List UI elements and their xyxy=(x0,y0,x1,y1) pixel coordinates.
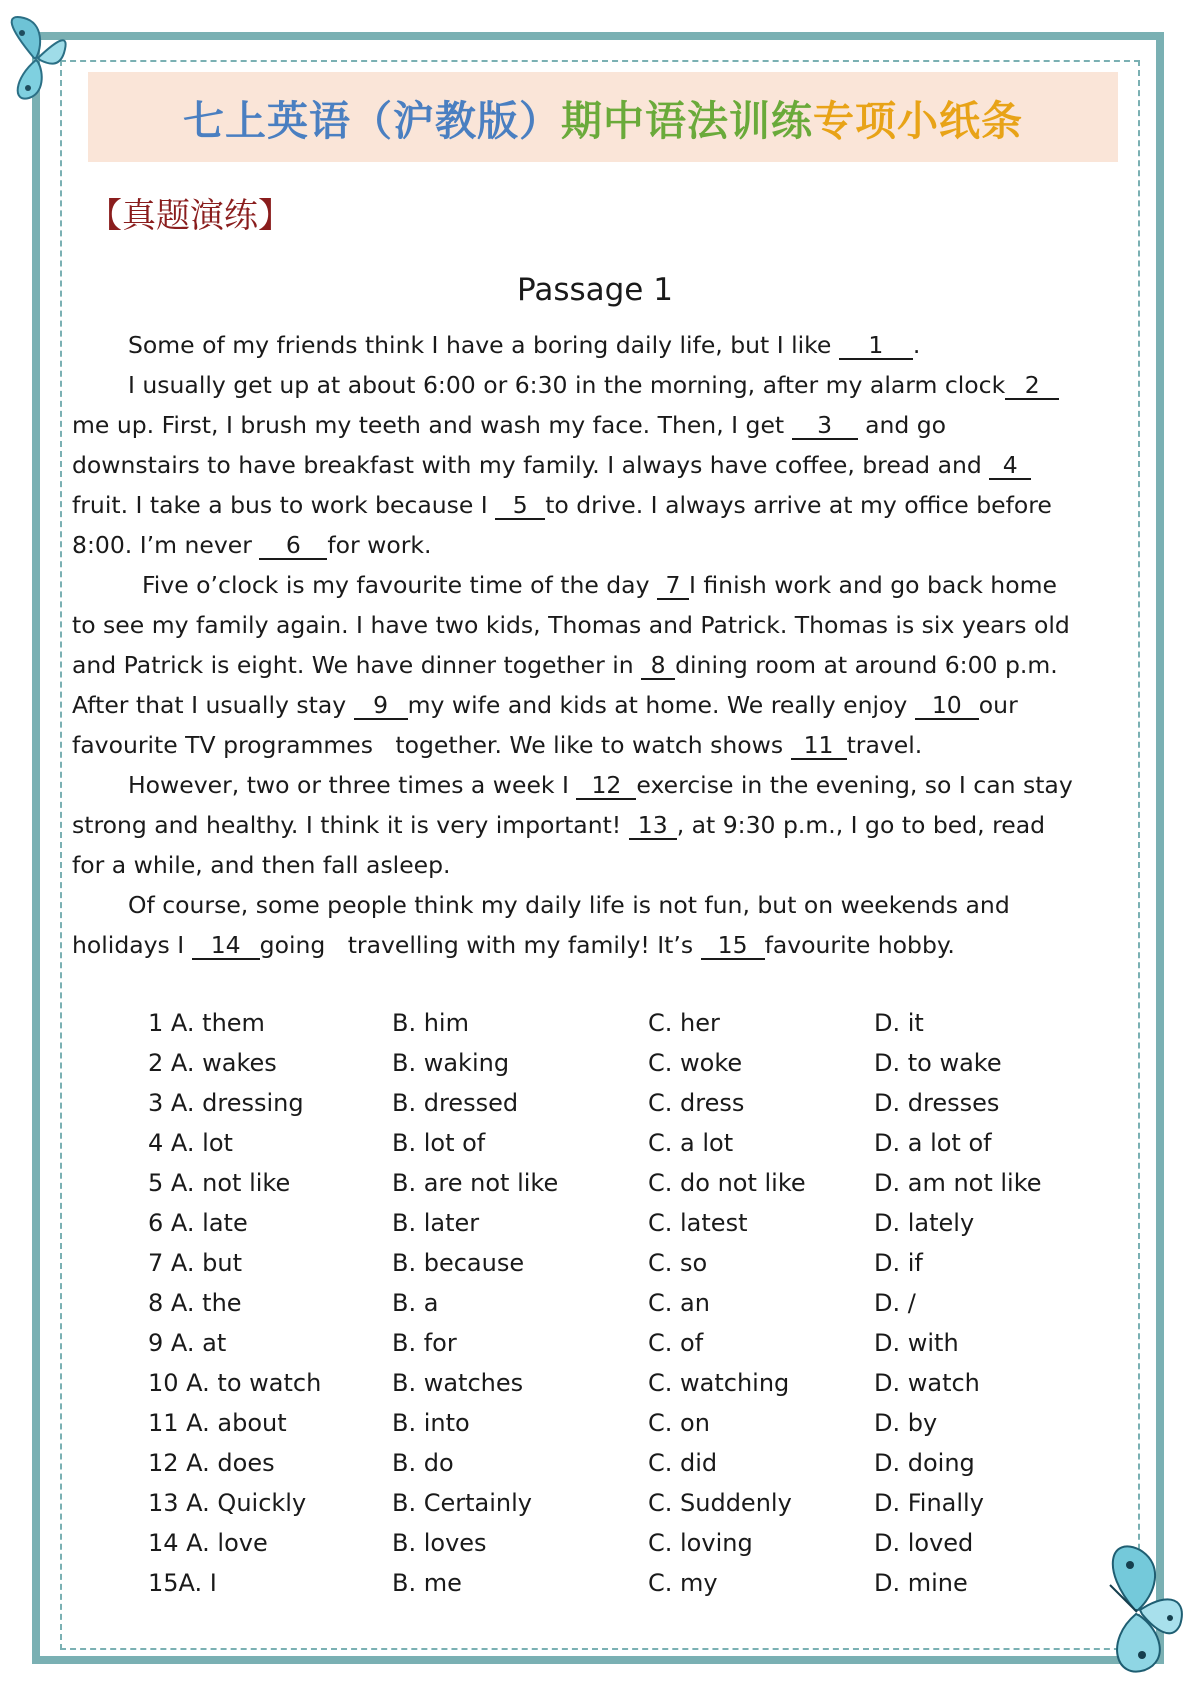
passage-line: fruit. I take a bus to work because I 5 to drive. I always arrive at my office before xyxy=(72,491,1052,519)
passage-line: and Patrick is eight. We have dinner together in 8 dining room at around 6:00 p.m. xyxy=(72,651,1058,679)
option-b: B. me xyxy=(392,1569,462,1597)
option-b: B. loves xyxy=(392,1529,487,1557)
option-d: D. / xyxy=(874,1289,916,1317)
passage-line: 8:00. I’m never 6 for work. xyxy=(72,531,432,559)
blank-8: 8 xyxy=(641,652,675,680)
passage-line: favourite TV programmes together. We like to watch shows 11 travel. xyxy=(72,731,923,759)
passage-line: to see my family again. I have two kids, Thomas and Patrick. Thomas is six years old xyxy=(72,611,1070,639)
passage-line: for a while, and then fall asleep. xyxy=(72,851,451,879)
option-a: 7 A. but xyxy=(148,1249,243,1277)
option-d: D. am not like xyxy=(874,1169,1042,1197)
option-a: 8 A. the xyxy=(148,1289,242,1317)
blank-1: 1 xyxy=(839,332,913,360)
blank-14: 14 xyxy=(192,932,260,960)
blank-10: 10 xyxy=(915,692,979,720)
option-a: 6 A. late xyxy=(148,1209,248,1237)
option-d: D. to wake xyxy=(874,1049,1002,1077)
option-c: C. latest xyxy=(648,1209,748,1237)
option-c: C. my xyxy=(648,1569,718,1597)
option-d: D. if xyxy=(874,1249,923,1277)
option-row xyxy=(148,1283,1074,1323)
option-row xyxy=(148,1123,1074,1163)
options-list xyxy=(148,1003,1074,1603)
blank-6: 6 xyxy=(259,532,327,560)
option-c: C. dress xyxy=(648,1089,745,1117)
option-d: D. watch xyxy=(874,1369,980,1397)
option-b: B. because xyxy=(392,1249,525,1277)
blank-2: 2 xyxy=(1005,372,1059,400)
option-row xyxy=(148,1363,1074,1403)
option-a: 15A. I xyxy=(148,1569,217,1597)
option-a: 3 A. dressing xyxy=(148,1089,304,1117)
option-row xyxy=(148,1563,1074,1603)
option-b: B. do xyxy=(392,1449,454,1477)
option-row xyxy=(148,1443,1074,1483)
section-title: 【真题演练】 xyxy=(88,196,292,236)
option-c: C. watching xyxy=(648,1369,790,1397)
option-b: B. for xyxy=(392,1329,457,1357)
passage-line: However, two or three times a week I 12 exercise in the evening, so I can stay xyxy=(128,771,1073,799)
option-c: C. a lot xyxy=(648,1129,734,1157)
option-row xyxy=(148,1003,1074,1043)
option-c: C. woke xyxy=(648,1049,743,1077)
option-d: D. with xyxy=(874,1329,959,1357)
option-c: C. her xyxy=(648,1009,720,1037)
passage-line: I usually get up at about 6:00 or 6:30 in the morning, after my alarm clock 2 xyxy=(72,365,1122,405)
option-c: C. an xyxy=(648,1289,710,1317)
title-part-yellow: 专项小纸条 xyxy=(813,96,1023,145)
passage-line: holidays I 14 going travelling with my family! It’s 15 favourite hobby. xyxy=(72,931,955,959)
option-a: 5 A. not like xyxy=(148,1169,291,1197)
option-b: B. watches xyxy=(392,1369,524,1397)
passage-line: Of course, some people think my daily life is not fun, but on weekends and xyxy=(128,891,1010,919)
blank-5: 5 xyxy=(495,492,545,520)
option-a: 9 A. at xyxy=(148,1329,227,1357)
option-b: B. lot of xyxy=(392,1129,486,1157)
option-row xyxy=(148,1043,1074,1083)
option-row xyxy=(148,1203,1074,1243)
option-b: B. a xyxy=(392,1289,439,1317)
option-a: 2 A. wakes xyxy=(148,1049,277,1077)
option-row xyxy=(148,1483,1074,1523)
option-d: D. it xyxy=(874,1009,924,1037)
option-c: C. loving xyxy=(648,1529,753,1557)
option-d: D. by xyxy=(874,1409,938,1437)
option-d: D. loved xyxy=(874,1529,974,1557)
passage-line: downstairs to have breakfast with my family. I always have coffee, bread and 4 xyxy=(72,445,1122,485)
passage-line: strong and healthy. I think it is very important! 13 , at 9:30 p.m., I go to bed, read xyxy=(72,811,1046,839)
option-d: D. doing xyxy=(874,1449,975,1477)
passage-line: After that I usually stay 9 my wife and kids at home. We really enjoy 10 our xyxy=(72,691,1018,719)
blank-4: 4 xyxy=(989,452,1031,480)
option-a: 10 A. to watch xyxy=(148,1369,322,1397)
passage-line: me up. First, I brush my teeth and wash my face. Then, I get 3 and go xyxy=(72,411,947,439)
option-a: 1 A. them xyxy=(148,1009,265,1037)
blank-7: 7 xyxy=(657,572,689,600)
blank-9: 9 xyxy=(354,692,408,720)
blank-13: 13 xyxy=(629,812,677,840)
option-row xyxy=(148,1083,1074,1123)
option-d: D. mine xyxy=(874,1569,968,1597)
title-part-blue: 七上英语（沪教版） xyxy=(183,96,561,145)
option-row xyxy=(148,1243,1074,1283)
blank-12: 12 xyxy=(576,772,636,800)
option-d: D. lately xyxy=(874,1209,975,1237)
option-d: D. dresses xyxy=(874,1089,1000,1117)
option-row xyxy=(148,1163,1074,1203)
option-a: 14 A. love xyxy=(148,1529,268,1557)
option-d: D. a lot of xyxy=(874,1129,992,1157)
butterfly-decoration-top-icon xyxy=(4,8,74,108)
title-banner xyxy=(88,72,1118,162)
option-c: C. of xyxy=(648,1329,704,1357)
option-b: B. him xyxy=(392,1009,469,1037)
passage-body xyxy=(72,325,1122,965)
title-part-green: 期中语法训练 xyxy=(561,96,813,145)
passage-line: Five o’clock is my favourite time of the day 7 I finish work and go back home xyxy=(142,571,1057,599)
blank-15: 15 xyxy=(701,932,765,960)
option-b: B. later xyxy=(392,1209,480,1237)
option-b: B. are not like xyxy=(392,1169,559,1197)
blank-3: 3 xyxy=(792,412,858,440)
option-c: C. on xyxy=(648,1409,710,1437)
option-row xyxy=(148,1523,1074,1563)
blank-11: 11 xyxy=(791,732,847,760)
option-b: B. waking xyxy=(392,1049,510,1077)
option-c: C. did xyxy=(648,1449,718,1477)
passage-title: Passage 1 xyxy=(517,272,673,308)
option-c: C. so xyxy=(648,1249,708,1277)
option-c: C. do not like xyxy=(648,1169,806,1197)
option-b: B. dressed xyxy=(392,1089,519,1117)
option-a: 11 A. about xyxy=(148,1409,287,1437)
option-row xyxy=(148,1403,1074,1443)
option-a: 13 A. Quickly xyxy=(148,1489,307,1517)
option-b: B. Certainly xyxy=(392,1489,532,1517)
option-c: C. Suddenly xyxy=(648,1489,792,1517)
option-a: 12 A. does xyxy=(148,1449,275,1477)
option-b: B. into xyxy=(392,1409,470,1437)
butterfly-decoration-bottom-icon xyxy=(1080,1530,1190,1682)
option-row xyxy=(148,1323,1074,1363)
option-d: D. Finally xyxy=(874,1489,984,1517)
option-a: 4 A. lot xyxy=(148,1129,233,1157)
passage-line: Some of my friends think I have a boring daily life, but I like 1 . xyxy=(128,331,921,359)
